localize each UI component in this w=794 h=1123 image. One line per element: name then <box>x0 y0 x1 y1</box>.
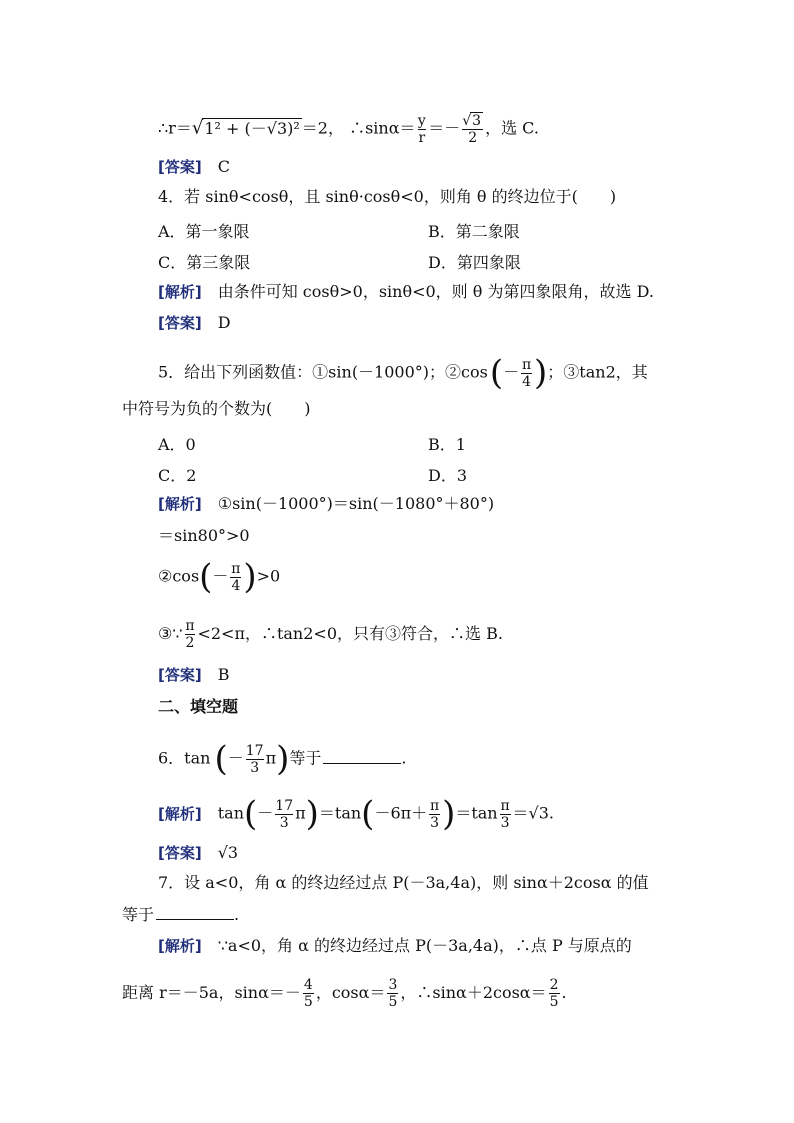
analysis-text: 由条件可知 cosθ>0，sinθ<0，则 θ 为第四象限角，故选 D. <box>217 282 654 301</box>
q4-analysis <box>158 282 654 302</box>
answer-value: C <box>217 157 230 176</box>
q6-answer <box>158 843 238 863</box>
text: ＝2， <box>301 118 344 138</box>
answer-blank <box>323 749 401 764</box>
section-title: 二、填空题 <box>158 697 239 716</box>
answer-value: D <box>217 313 231 332</box>
answer-tag: [答案] <box>158 666 202 684</box>
q5-answer <box>158 665 229 685</box>
fraction: $\frac{\pi}{4}$ <box>521 356 532 390</box>
fraction: $\frac{3}{5}$ <box>388 977 398 1010</box>
q5-analysis-4: ③∵ $\frac{\pi}{2}$ <2<π，∴tan2<0，只有③符合，∴选 B. <box>158 618 503 651</box>
q7-stem-line2: 等于 . <box>122 905 240 924</box>
sqrt-content: 1² + (－√3)² <box>204 118 300 138</box>
fraction: $\frac{y}{r}$ <box>417 112 426 146</box>
q5-option-a: A．0 <box>158 435 196 454</box>
fraction: $\frac{17}{3}$ <box>275 797 294 831</box>
answer-value: √3 <box>217 843 239 862</box>
q4-option-d: D．第四象限 <box>428 253 521 272</box>
text: ∴r＝ <box>158 118 192 138</box>
fraction: $\frac{\pi}{3}$ <box>430 797 440 831</box>
fraction: $\frac{2}{5}$ <box>549 977 559 1010</box>
q4-stem: 4．若 sinθ<cosθ，且 sinθ·cosθ<0，则角 θ 的终边位于( ) <box>158 187 617 206</box>
q7-analysis-2: 距离 r＝－5a，sinα＝－ $\frac{4}{5}$ ，cosα＝ $\frac{3}{5}$ ，∴sinα＋2cosα＝ $\frac{2}{5}$ . <box>122 977 567 1010</box>
fraction: $\frac{\pi}{3}$ <box>500 797 510 831</box>
analysis-tag: [解析] <box>158 937 202 955</box>
q3-answer <box>158 157 230 177</box>
q6-analysis: [解析] tan(－ $\frac{17}{3}$ π)＝tan(－6π＋ $\frac{\pi}{3}$ )＝tan $\frac{\pi}{3}$ ＝√3. <box>158 794 554 834</box>
text: ；③tan2，其 <box>547 362 648 382</box>
q5-stem-line1: 5．给出下列函数值：①sin(－1000°)；②cos(－ $\frac{\pi}{4}$ )；③tan2，其 <box>158 353 648 393</box>
q5-stem-line2: 中符号为负的个数为( ) <box>122 399 311 418</box>
text: ∴sinα＝ <box>349 118 416 138</box>
q4-option-b: B．第二象限 <box>428 222 520 241</box>
analysis-tag: [解析] <box>158 804 202 823</box>
analysis-tag: [解析] <box>158 283 202 301</box>
answer-tag: [答案] <box>158 314 202 332</box>
fraction: $\frac{\pi}{2}$ <box>185 618 195 651</box>
analysis-text: ①sin(－1000°)＝sin(－1080°＋80°) <box>217 494 495 513</box>
fraction: $\frac{√3}{2}$ <box>462 113 482 146</box>
answer-tag: [答案] <box>158 158 202 176</box>
q3-result-line: ∴r＝√1² + (－√3)² ＝2， ∴sinα＝ $\frac{y}{r}$ ＝－ $\frac{√3}{2}$ ，选 C. <box>158 112 539 146</box>
q5-option-d: D．3 <box>428 466 468 485</box>
text: ＝－ <box>428 118 461 138</box>
q4-answer <box>158 313 231 333</box>
q4-option-c: C．第三象限 <box>158 253 251 272</box>
q5-analysis-1 <box>158 494 494 514</box>
text: 5．给出下列函数值：①sin(－1000°)；②cos <box>158 362 488 382</box>
analysis-text: ∵a<0，角 α 的终边经过点 P(－3a,4a)，∴点 P 与原点的 <box>217 936 632 955</box>
q5-option-c: C．2 <box>158 466 197 485</box>
analysis-tag: [解析] <box>158 495 202 513</box>
fraction: $\frac{\pi}{4}$ <box>231 560 241 594</box>
answer-blank <box>156 905 234 920</box>
fraction: $\frac{4}{5}$ <box>303 977 313 1010</box>
q6-stem: 6．tan (－ $\frac{17}{3}$ π)等于 . <box>158 739 407 779</box>
q7-stem-line1: 7．设 a<0，角 α 的终边经过点 P(－3a,4a)，则 sinα＋2cosα 的值 <box>158 873 649 892</box>
q5-analysis-2: ＝sin80°>0 <box>158 526 250 545</box>
answer-tag: [答案] <box>158 844 202 862</box>
q4-option-a: A．第一象限 <box>158 222 250 241</box>
q5-analysis-3: ②cos(－ $\frac{\pi}{4}$ )>0 <box>158 557 281 597</box>
text: ，选 C. <box>485 118 539 138</box>
q5-option-b: B．1 <box>428 435 466 454</box>
q7-analysis-1 <box>158 936 632 956</box>
fraction: $\frac{17}{3}$ <box>245 742 264 776</box>
answer-value: B <box>217 665 230 684</box>
